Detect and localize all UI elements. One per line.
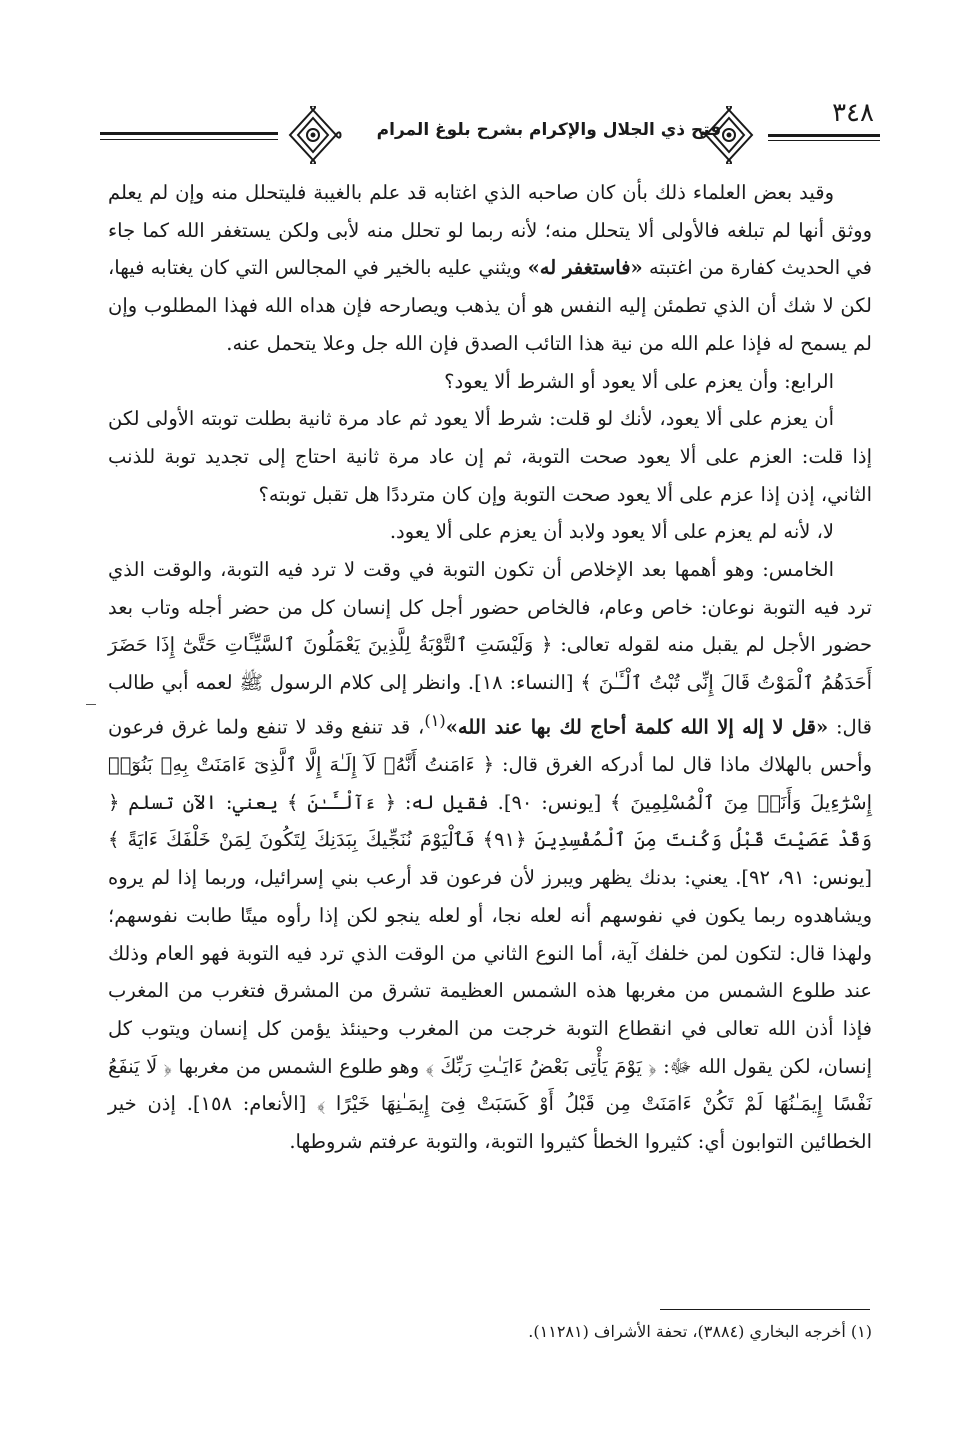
paragraph-answer: لا، لأنه لم يعزم على ألا يعود ولابد أن يعزم على ألا يعود. — [389, 520, 834, 544]
verse-reference: [النساء: ١٨] — [474, 671, 574, 695]
header-rule-right — [768, 134, 880, 137]
text-run: الخامس: وهو أهمها بعد الإخلاص أن تكون التوبة في وقت لا ترد فيه التوبة، والوقت الذي ترد فيه التوبة نوعان: خاص وعام، فالخاص حضور أجل كل إنسان كل من حضر أجله وتاب بعد حضور الأجل لم يقبل منه لقوله تعالى: — [108, 558, 872, 657]
paragraph-fourth-condition: الرابع: وأن يعزم على ألا يعود أو الشرط ألا يعود؟ — [444, 369, 834, 393]
text-run: . يعني: بدنك يظهر ويبرز لأن فرعون قد أرعب بني إسرائيل، وربما إذا لم يروه ويشاهدوه ربما يكون في نفوسهم أنه لعله نجا، أو لعله ينجو لكن إذا رأوه ميتًا طابت نفوسهم؛ ولهذا قال: لتكون لمن خلفك آية، أما النوع الثاني من الوقت الذي ترد فيه التوبة فهو العام وذلك عند طلوع الشمس من مغربها هذه الشمس العظيمة تشرق من المشرق فتغرب من المغرب فإذا أذن الله تعالى في انقطاع التوبة خرجت من المغرب وحينئذ يؤمن كل إنسان ويتوب كل إنسان، لكن يقول الله ﷻ: — [108, 866, 873, 1078]
text-run: . وانظر إلى كلام الرسول ﷺ لعمه أبي طالب قال: — [108, 671, 872, 739]
quran-verse: ﴿ يَوْمَ يَأْتِى بَعْضُ ءَايَـٰتِ رَبِّكَ ﴾ — [425, 1054, 657, 1078]
text-run: وهو طلوع الشمس من مغربها — [178, 1054, 420, 1078]
verse-reference: [يونس: ٩٠] — [503, 790, 602, 814]
text-run: . فقيل له: — [404, 790, 504, 814]
quran-verse: ﴿ ءَآلْـَٔـٰنَ ﴾ — [286, 790, 397, 814]
footnote-marker: (١) — [424, 710, 446, 730]
footnote: (١) أخرجه البخاري (٣٨٨٤)، تحفة الأشراف (١١٢٨١). — [528, 1322, 872, 1341]
hadith-quote: «قل لا إله إلا الله كلمة أحاج لك بها عند الله» — [445, 715, 829, 739]
quran-verse: ﴿ ءَامَنتُ أَنَّهُۥ لَآ إِلَـٰهَ إِلَّا ٱلَّذِىٓ ءَامَنَتْ بِهِۦ بَنُوٓا۟ إِسْرَٰٓءِيلَ وَأَنَا۠ مِنَ ٱلْمُسْلِمِينَ ﴾ — [108, 753, 873, 814]
text-run: يعني: الآن تسلم — [128, 790, 279, 814]
quran-verse: ﴿ وَلَيْسَتِ ٱلتَّوْبَةُ لِلَّذِينَ يَعْمَلُونَ ٱلسَّيِّـَٔاتِ حَتَّىٰٓ إِذَا حَضَرَ أَحَدَهُمُ ٱلْمَوْتُ قَالَ إِنِّى تُبْتُ ٱلْـَٔـٰنَ ﴾ — [108, 633, 872, 695]
running-title: فتح ذي الجلال والإكرام بشرح بلوغ المرام — [376, 120, 722, 140]
page-header — [100, 92, 880, 172]
quran-verse: ﴿ لَا يَنفَعُ نَفْسًا إِيمَـٰنُهَا لَمْ تَكُنْ ءَامَنَتْ مِن قَبْلُ أَوْ كَسَبَتْ فِىٓ إِيمَـٰنِهَا خَيْرًا ﴾ — [108, 1054, 873, 1116]
paragraph-azm-explanation: أن يعزم على ألا يعود، لأنك لو قلت: شرط ألا يعود ثم عاد مرة ثانية بطلت توبته الأولى لكن إذا قلت: العزم على ألا يعود صحت التوبة، ثم إن عاد مرة ثانية احتاج إلى تجديد توبة للذنب الثاني، إذن إذا عزم على ألا يعود صحت التوبة وإن كان مترددًا هل تقبل توبته؟ — [108, 407, 872, 506]
verse-reference: [الأنعام: ١٥٨] — [192, 1092, 307, 1116]
ornament-left-icon — [284, 106, 342, 164]
text-run: وقيد بعض العلماء ذلك بأن كان صاحبه الذي اغتابه قد علم بالغيبة فليتحلل منه وإن لم يعلم ووثق أنها لم تبلغه فالأولى ألا يتحلل منه؛ لأنه ربما لو تحلل منه لأبى ولكن يستغفر الله كما جاء في الحديث كفارة من اغتبته — [108, 181, 872, 280]
paragraph-ghiba — [108, 174, 872, 363]
text-run: . إذن خير الخطائين التوابون أي: كثيروا الخطأ كثيروا التوبة، والتوبة عرفتم شروطها. — [108, 1092, 872, 1154]
header-rule-left — [100, 132, 278, 135]
text-run: ، قد تنفع وقد لا تنفع ولما غرق فرعون وأحس بالهلاك ماذا قال لما أدركه الغرق قال: — [108, 715, 872, 777]
footnote-separator — [660, 1309, 870, 1310]
quran-verse: ﴿ وَقَدْ عَصَيْتَ قَبْلُ وَكُنتَ مِنَ ٱلْمُفْسِدِينَ ﴿٩١﴾ فَٱلْيَوْمَ نُنَجِّيكَ بِبَدَنِكَ لِتَكُونَ لِمَنْ خَلْفَكَ ءَايَةً ﴾ — [108, 790, 872, 852]
main-text — [108, 174, 872, 1161]
verse-reference: [يونس: ٩١، ٩٢] — [741, 866, 872, 890]
hadith-quote: «فاستغفر له» — [527, 256, 643, 280]
text-run: ويثني عليه بالخير في المجالس التي كان يغتابه فيها، لكن لا شك أن الذي تطمئن إليه النفس هو أن يذهب ويصارحه فإن هداه الله فهذا المطلوب وإن لم يسمح له فإذا علم الله من نية هذا التائب الصدق فإن الله جل وعلا يتحمل عنه. — [108, 256, 872, 355]
margin-mark — [86, 704, 96, 705]
page-number: ٣٤٨ — [832, 98, 874, 128]
paragraph-fifth-condition — [108, 551, 872, 1161]
